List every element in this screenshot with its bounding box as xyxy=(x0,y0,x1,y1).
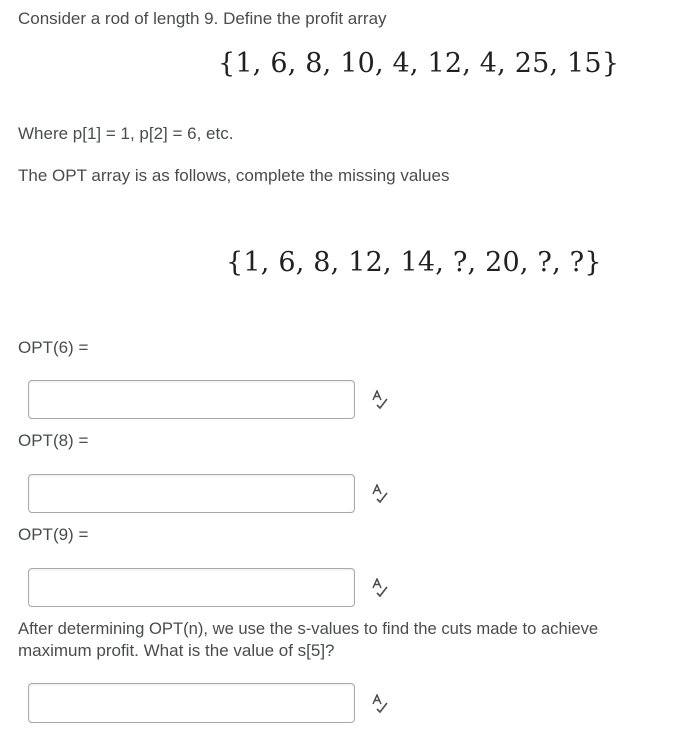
s5-input[interactable] xyxy=(28,683,355,723)
spellcheck-icon[interactable] xyxy=(371,390,389,410)
spellcheck-icon[interactable] xyxy=(371,578,389,598)
opt6-label: OPT(6) = xyxy=(18,338,89,357)
profit-array: {1, 6, 8, 10, 4, 12, 4, 25, 15} xyxy=(218,48,620,79)
followup-line2: maximum profit. What is the value of s[5]? xyxy=(18,641,335,660)
opt-array: {1, 6, 8, 12, 14, ?, 20, ?, ?} xyxy=(226,247,602,278)
where-text: Where p[1] = 1, p[2] = 6, etc. xyxy=(18,124,234,143)
followup-line1: After determining OPT(n), we use the s-values to find the cuts made to achieve xyxy=(18,619,599,638)
question-intro: Consider a rod of length 9. Define the profit array xyxy=(18,9,387,28)
opt8-input[interactable] xyxy=(28,474,355,513)
opt9-label: OPT(9) = xyxy=(18,525,89,544)
opt9-input[interactable] xyxy=(28,568,355,607)
opt6-input[interactable] xyxy=(28,380,355,419)
opt-intro: The OPT array is as follows, complete the missing values xyxy=(18,166,450,185)
spellcheck-icon[interactable] xyxy=(371,484,389,504)
opt8-label: OPT(8) = xyxy=(18,431,89,450)
spellcheck-icon[interactable] xyxy=(371,694,389,714)
